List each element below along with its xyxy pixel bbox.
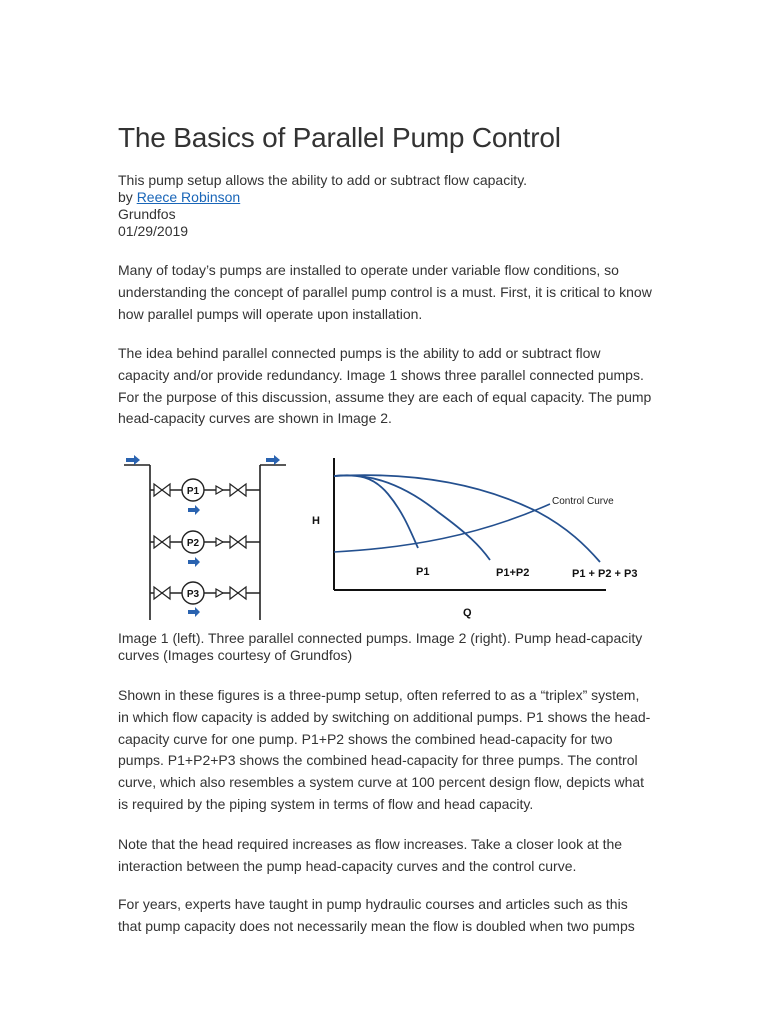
paragraph-4: Note that the head required increases as flow increases. Take a closer look at the interaction between the pump head-capacity curves and the control curve. xyxy=(118,836,623,874)
pump-row xyxy=(150,479,260,515)
paragraph-5: For years, experts have taught in pump hydraulic courses and articles such as this that pump capacity does not necessarily mean the flow is doubled when two pumps xyxy=(118,896,635,934)
pump-row xyxy=(150,582,260,617)
publish-date: 01/29/2019 xyxy=(118,223,189,239)
byline-prefix: by xyxy=(118,189,133,205)
p1-label: P1 xyxy=(416,566,430,578)
article-subtitle: This pump setup allows the ability to add or subtract flow capacity. xyxy=(118,172,528,188)
control-curve-label: Control Curve xyxy=(552,496,614,507)
figure-caption: Image 1 (left). Three parallel connected pumps. Image 2 (right). Pump head-capacity curves (Images courtesy of Grundfos) xyxy=(118,630,643,663)
article-meta xyxy=(118,172,527,240)
paragraph-3: Shown in these figures is a three-pump setup, often referred to as a “triplex” system, in which flow capacity is added by switching on additional pumps. P1 shows the head-capacity curve for one pump. P1+P2 shows the combined head-capacity for two pumps. P1+P2+P3 shows the combined head-capacity for three pumps. The control curve, which also resembles a system curve at 100 percent design flow, depicts what is required by the piping system in terms of flow and head capacity. xyxy=(118,687,651,812)
paragraph-1: Many of today’s pumps are installed to operate under variable flow conditions, so understanding the concept of parallel pump control is a must. First, it is critical to know how parallel pumps will operate upon installation. xyxy=(118,262,652,322)
curve-chart xyxy=(312,458,637,619)
author-link[interactable]: Reece Robinson xyxy=(136,189,241,205)
control-curve xyxy=(334,504,550,552)
x-axis-label: Q xyxy=(463,607,472,619)
byline xyxy=(118,189,527,206)
arrow-icon xyxy=(126,455,280,465)
pump-label: P2 xyxy=(186,538,200,549)
curve-p1 xyxy=(334,475,418,548)
curve-p1p2 xyxy=(334,475,490,560)
y-axis-label: H xyxy=(312,515,320,527)
page-title: The Basics of Parallel Pump Control xyxy=(118,122,561,153)
pump-label: P1 xyxy=(186,486,200,497)
pump-label: P3 xyxy=(186,589,200,600)
company-name: Grundfos xyxy=(118,206,176,222)
figure-svg xyxy=(118,450,638,625)
figure-image xyxy=(118,450,638,625)
p1p2p3-label: P1 + P2 + P3 xyxy=(572,568,638,580)
paragraph-2: The idea behind parallel connected pumps is the ability to add or subtract flow capacity and/or provide redundancy. Image 1 shows three parallel connected pumps. For the purpose of this discussion, assume they are each of equal capacity. The pump head-capacity curves are shown in Image 2. xyxy=(118,345,652,427)
p1p2-label: P1+P2 xyxy=(496,567,530,579)
pump-row xyxy=(150,531,260,567)
